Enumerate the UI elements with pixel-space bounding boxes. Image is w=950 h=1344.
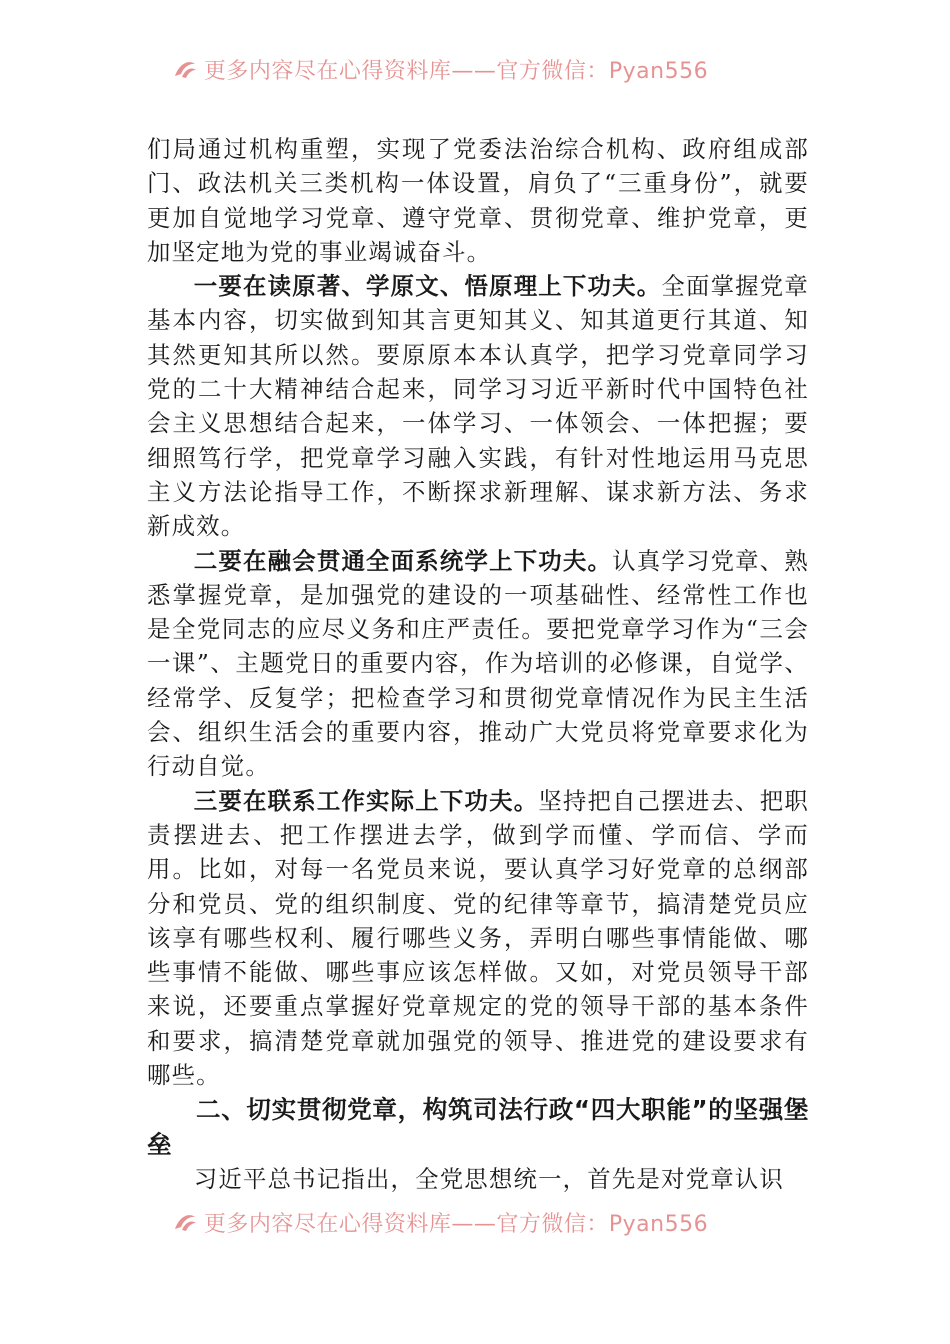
watermark-header bbox=[0, 52, 950, 86]
watermark-text: 更多内容尽在心得资料库——官方微信：Pyan556 bbox=[203, 1211, 709, 1237]
section-heading: 二、切实贯彻党章，构筑司法行政“四大职能”的坚强堡垒 bbox=[147, 1095, 809, 1160]
paragraph-body: 认真学习党章、熟悉掌握党章，是加强党的建设的一项基础性、经常性工作也是全党同志的应尽义务和庄严责任。要把党章学习作为“三会一课”、主题党日的重要内容，作为培训的必修课，自觉学、经常学、反复学；把检查学习和贯彻党章情况作为民主生活会、组织生活会的重要内容，推动广大党员将党章要求化为行动自觉。 bbox=[147, 546, 809, 781]
paragraph-continuation bbox=[147, 132, 809, 269]
paragraph-lead: 三要在联系工作实际上下功夫。 bbox=[193, 786, 539, 815]
paragraph-lead: 一要在读原著、学原文、悟原理上下功夫。 bbox=[193, 272, 662, 301]
paragraph-trailing: 习近平总书记指出，全党思想统一，首先是对党章认识 bbox=[193, 1165, 784, 1194]
paragraph-lead: 二要在融会贯通全面系统学上下功夫。 bbox=[193, 546, 613, 575]
paragraph-body: 全面掌握党章基本内容，切实做到知其言更知其义、知其道更行其道、知其然更知其所以然。要原原本本认真学，把学习党章同学习党的二十大精神结合起来，同学习习近平新时代中国特色社会主义思想结合起来，一体学习、一体领会、一体把握；要细照笃行学，把党章学习融入实践，有针对性地运用马克思主义方法论指导工作，不断探求新理解、谋求新方法、务求新成效。 bbox=[147, 272, 809, 541]
brand-logo-icon bbox=[172, 1211, 198, 1233]
paragraph-point-2 bbox=[147, 544, 809, 784]
paragraph-body: 坚持把自己摆进去、把职责摆进去、把工作摆进去学，做到学而懂、学而信、学而用。比如，对每一名党员来说，要认真学习好党章的总纲部分和党员、党的组织制度、党的纪律等章节，搞清楚党员应该享有哪些权利、履行哪些义务，弄明白哪些事情能做、哪些事情不能做、哪些事应该怎样做。又如，对党员领导干部来说，还要重点掌握好党章规定的党的领导干部的基本条件和要求，搞清楚党章就加强党的领导、推进党的建设要求有哪些。 bbox=[147, 786, 809, 1090]
brand-logo-icon bbox=[172, 58, 198, 80]
watermark-footer bbox=[0, 1205, 950, 1239]
watermark-text: 更多内容尽在心得资料库——官方微信：Pyan556 bbox=[203, 58, 709, 84]
paragraph-point-1 bbox=[147, 269, 809, 543]
paragraph-point-3 bbox=[147, 784, 809, 1093]
paragraph-body: 们局通过机构重塑，实现了党委法治综合机构、政府组成部门、政法机关三类机构一体设置，肩负了“三重身份”，就要更加自觉地学习党章、遵守党章、贯彻党章、维护党章，更加坚定地为党的事业竭诚奋斗。 bbox=[147, 135, 809, 266]
document-body bbox=[147, 132, 809, 1197]
